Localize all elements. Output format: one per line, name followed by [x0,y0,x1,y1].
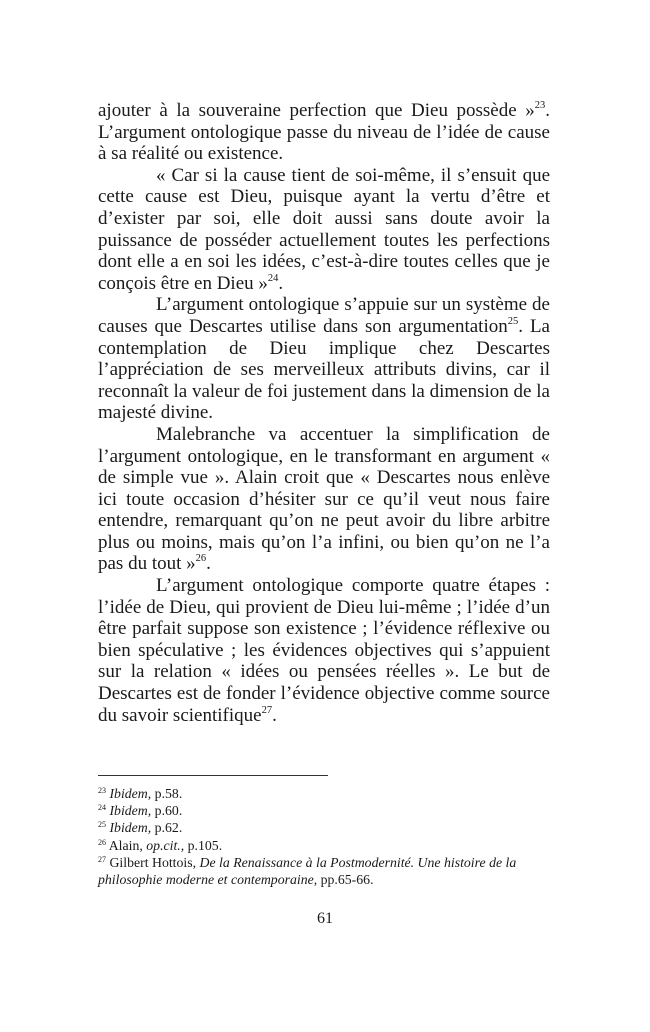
footnote-ref-24[interactable]: 24 [267,272,279,284]
footnote-ref-23[interactable]: 23 [534,100,546,111]
paragraph-4: Malebranche va accentuer la simplification de l’argument ontologique, en le transformant en argument « de simple vue ». Alain croit que « Descartes nous enlève ici toute occasion d’hésiter sur ce qu’il veut nous faire entendre, remarquant qu’on ne peut avoir du libre arbitre plus ou moins, mais qu’on l’a infini, ou bien qu’on ne l’a pas du tout »$^{26}$. [98,423,550,575]
paragraph-2-quote: « Car si la cause tient de soi-même, il s’ensuit que cette cause est Dieu, puisque ayant la vertu d’être et d’exister par soi, elle doit aussi sans doute avoir la puissance de posséder actuellement toutes les perfections dont elle a en soi les idées, c’est-à-dire toutes celles que je conçois être en Dieu »$^{24}$. [98,164,550,294]
footnote-26: $^{26}$ Alain, op.cit., p.105. [98,837,223,853]
paragraph-1: ajouter à la souveraine perfection que Dieu possède »$^{23}$. L’argument ontologique passe du niveau de l’idée de cause à sa réalité ou existence. [98,100,550,165]
paragraph-5: L’argument ontologique comporte quatre étapes : l’idée de Dieu, qui provient de Dieu lui-même ; l’idée d’un être parfait suppose son existence ; l’évidence réflexive ou bien spéculative ; les évidences objectives qui s’appuient sur la relation « idées ou pensées réelles ». Le but de Descartes est de fonder l’évidence objective comme source du savoir scientifique$^{27}$. [98,575,550,726]
paragraph-3: L’argument ontologique s’appuie sur un système de causes que Descartes utilise dans son argumentation$^{25}$. La contemplation de Dieu implique chez Descartes l’appréciation de ses merveilleux attributs divins, car il reconnaît la valeur de foi justement dans la dimension de la majesté divine. [98,294,550,424]
footnote-ref-26[interactable]: 26 [195,553,207,565]
main-text [98,100,550,726]
footnote-separator [98,775,328,776]
footnote-25: $^{25}$ Ibidem, p.62. [98,820,183,836]
footnote-27: $^{27}$ Gilbert Hottois, De la Renaissance à la Postmodernité. Une histoire de la philosophie moderne et contemporaine, pp.65-66. [98,854,517,888]
footnotes [98,785,553,888]
footnote-24: $^{24}$ Ibidem, p.60. [98,803,183,819]
footnote-23: $^{23}$ Ibidem, p.58. [98,786,183,801]
footnote-ref-27[interactable]: 27 [261,704,273,716]
footnote-ref-25[interactable]: 25 [507,315,519,327]
page-number: 61 [317,910,333,927]
